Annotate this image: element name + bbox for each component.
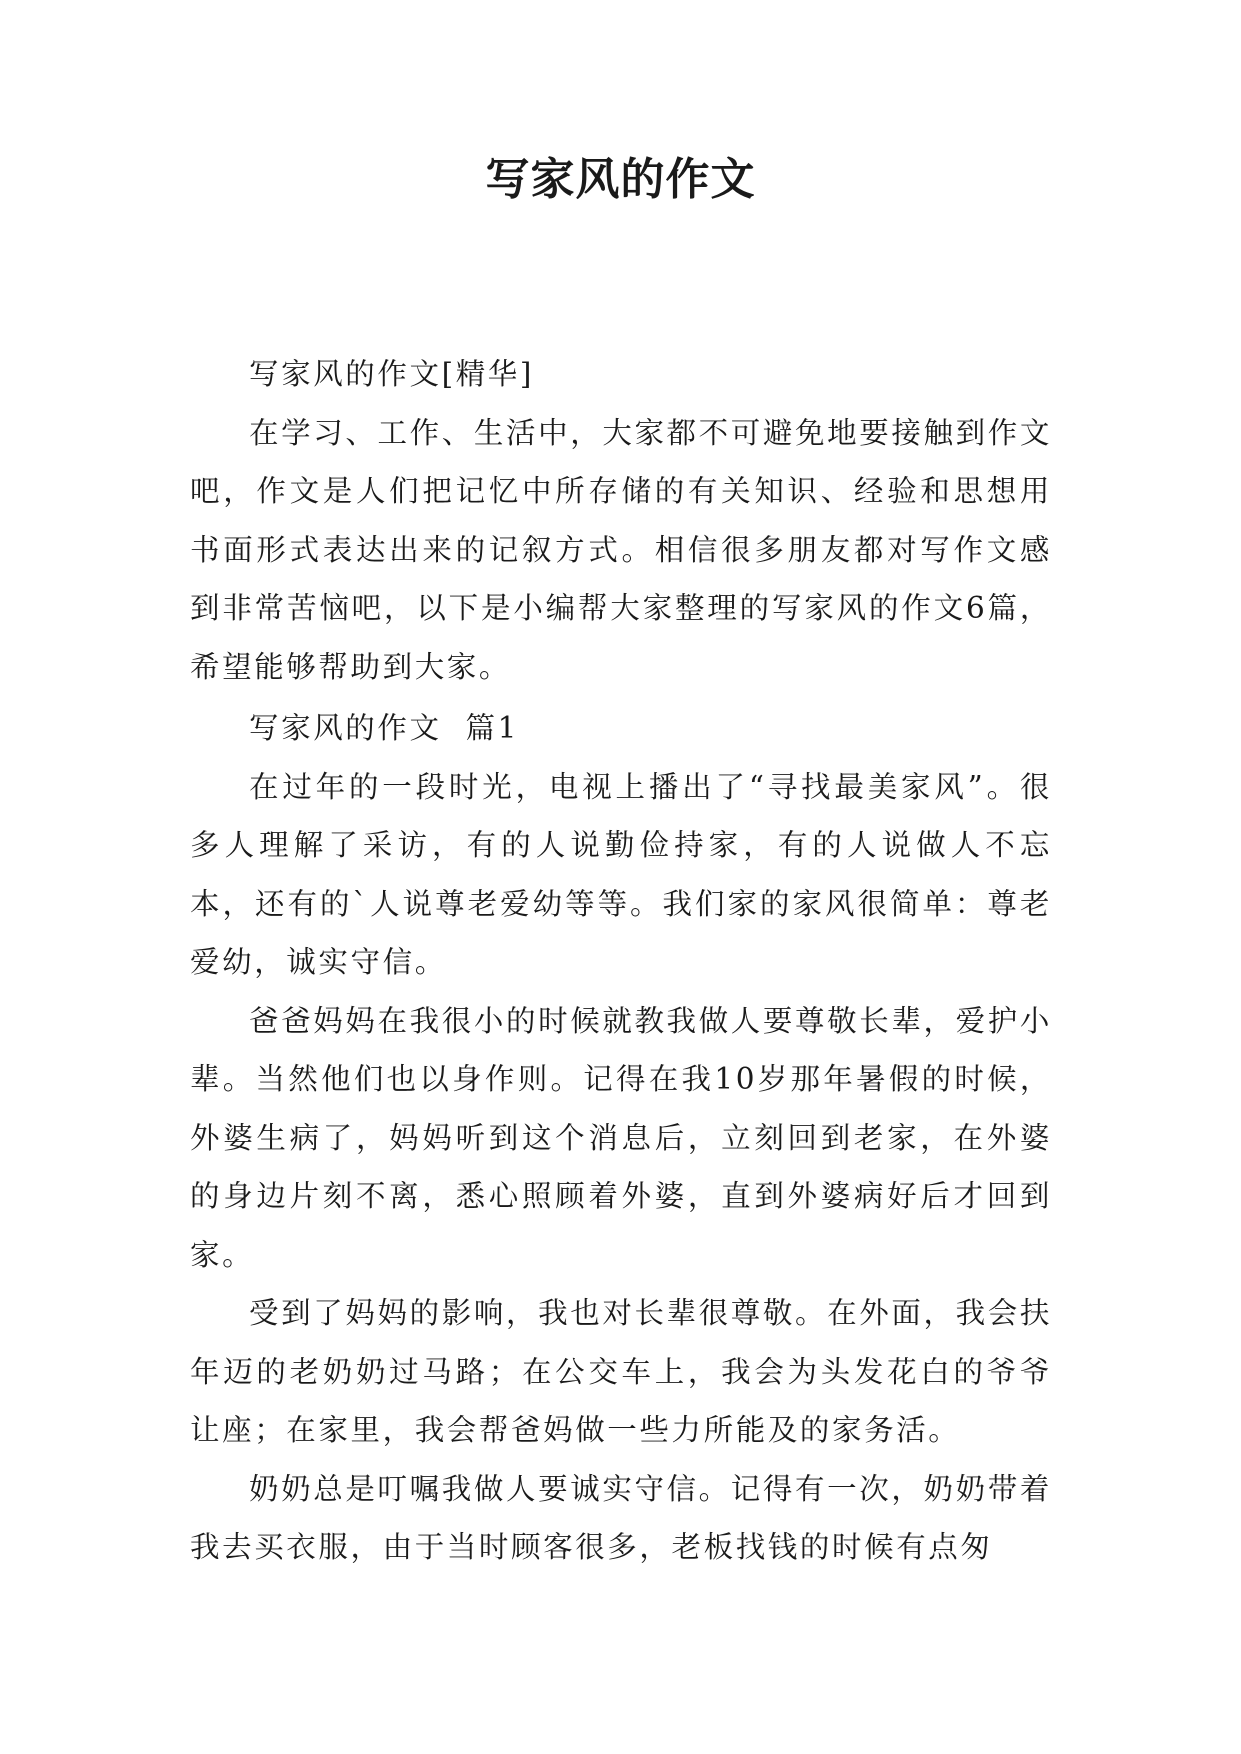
intro-paragraph: 在学习、工作、生活中，大家都不可避免地要接触到作文吧，作文是人们把记忆中所存储的有关知识、经验和思想用书面形式表达出来的记叙方式。相信很多朋友都对写作文感到非常苦恼吧，以下是小编帮大家整理的写家风的作文6篇，希望能够帮助到大家。: [190, 415, 1052, 684]
essay-paragraph-1: 在过年的一段时光，电视上播出了“寻找最美家风”。很多人理解了采访，有的人说勤俭持家，有的人说做人不忘本，还有的`人说尊老爱幼等等。我们家的家风很简单：尊老爱幼，诚实守信。: [190, 769, 1052, 979]
essay-paragraph-4: 奶奶总是叮嘱我做人要诚实守信。记得有一次，奶奶带着我去买衣服，由于当时顾客很多，老板找钱的时候有点匆: [190, 1471, 1052, 1564]
essay-section: [190, 699, 1052, 1577]
section-heading: 写家风的作文 篇1: [249, 711, 520, 745]
essay-paragraph-2: 爸爸妈妈在我很小的时候就教我做人要尊敬长辈，爱护小辈。当然他们也以身作则。记得在我10岁那年暑假的时候，外婆生病了，妈妈听到这个消息后，立刻回到老家，在外婆的身边片刻不离，悉心照顾着外婆，直到外婆病好后才回到家。: [190, 1003, 1052, 1272]
document-title: 写家风的作文: [485, 154, 756, 205]
intro-block: [190, 345, 1052, 696]
document-subtitle: 写家风的作文[精华]: [249, 357, 535, 391]
essay-paragraph-3: 受到了妈妈的影响，我也对长辈很尊敬。在外面，我会扶年迈的老奶奶过马路；在公交车上，我会为头发花白的爷爷让座；在家里，我会帮爸妈做一些力所能及的家务活。: [190, 1296, 1052, 1447]
